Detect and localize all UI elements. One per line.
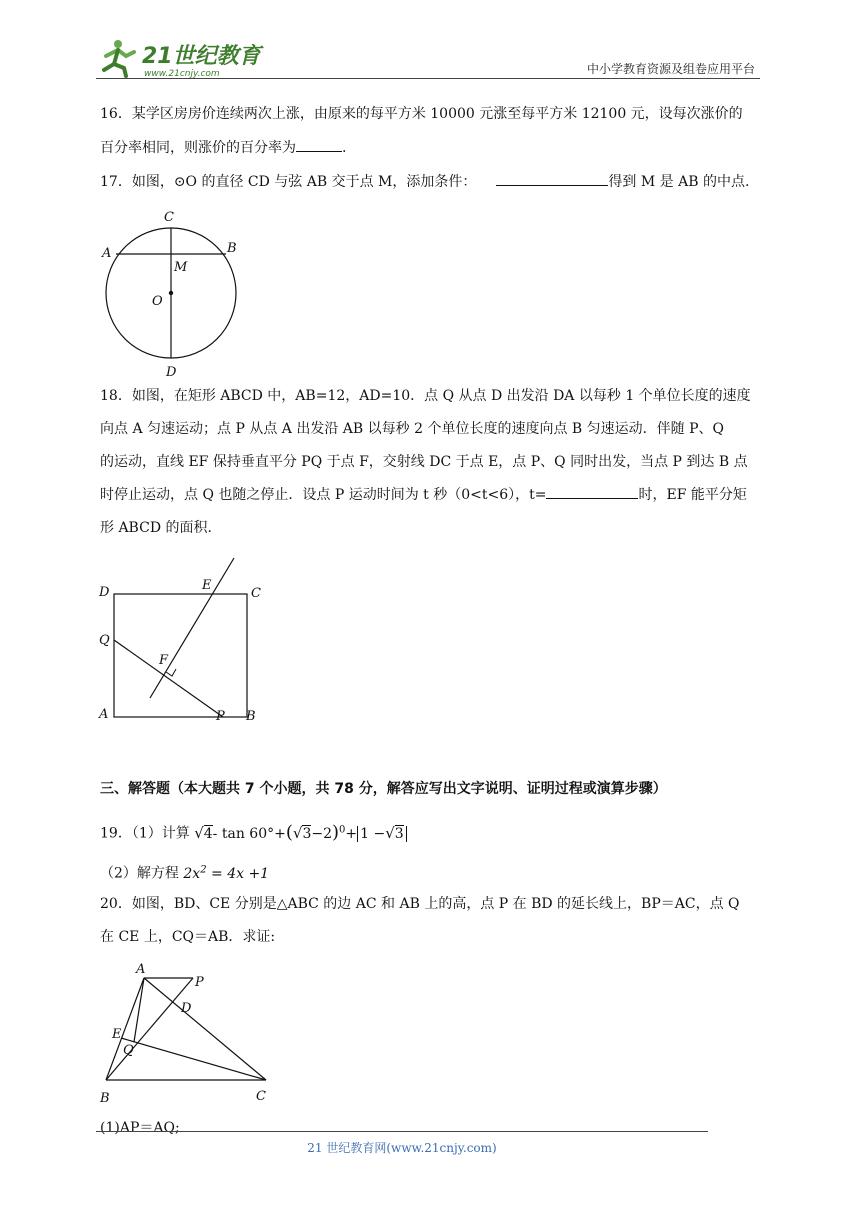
footer-link[interactable]: 21 世纪教育网(www.21cnjy.com)	[307, 1141, 497, 1155]
header-platform-text: 中小学教育资源及组卷应用平台	[586, 62, 755, 76]
label-o: O	[152, 294, 163, 309]
figure-rectangle	[96, 552, 276, 732]
label-q: Q	[99, 633, 110, 648]
q18-line2: 向点 A 匀速运动；点 P 从点 A 出发沿 AB 以每秒 2 个单位长度的速度向点 B 匀速运动．伴随 P、Q	[100, 421, 724, 437]
label-b: B	[100, 1091, 110, 1106]
label-c: C	[256, 1089, 266, 1104]
q20-line1: 20．如图，BD、CE 分别是△ABC 的边 AC 和 AB 上的高，点 P 在 BD 的延长线上，BP＝AC，点 Q	[100, 896, 740, 912]
line-ef	[150, 558, 234, 698]
segment-aq	[134, 978, 144, 1042]
label-e: E	[112, 1027, 122, 1042]
label-b: B	[227, 241, 237, 256]
center-point	[169, 291, 173, 295]
figure-circle	[96, 200, 256, 380]
altitude-ce	[121, 1038, 266, 1080]
q17-text	[100, 166, 762, 198]
label-a: A	[99, 707, 109, 722]
answer-blank	[546, 484, 638, 499]
figure-triangle	[96, 958, 286, 1110]
q20-line2: 在 CE 上，CQ＝AB．求证:	[100, 929, 276, 945]
q16-line1: 16．某学区房房价连续两次上涨，由原来的每平方米 10000 元涨至每平方米 12100 元，设每次涨价的	[100, 106, 743, 122]
right-angle-mark	[166, 669, 176, 676]
label-a: A	[102, 246, 112, 261]
q19-part2-label: （2）解方程	[100, 865, 179, 882]
label-p: P	[216, 709, 225, 724]
header-divider	[96, 78, 760, 79]
q16-text: 百分率相同，则涨价的百分率为	[100, 140, 296, 156]
q19-part1-label: 19．（1）计算	[100, 825, 190, 842]
q18-line1: 18．如图，在矩形 ABCD 中，AB=12，AD=10．点 Q 从点 D 出发沿 DA 以每秒 1 个单位长度的速度	[100, 388, 751, 404]
logo-url: www.21cnjy.com	[144, 69, 220, 79]
label-q: Q	[123, 1043, 134, 1058]
site-logo	[96, 36, 266, 80]
expression-1: √4- $\tan 60^\circ+(√3-2)^0+ 1 -√3$	[194, 826, 407, 842]
q18-line4a: 时停止运动，点 Q 也随之停止．设点 P 运动时间为 t 秒（0<t<6），t=	[100, 487, 547, 503]
q17-text-b: 得到 M 是 AB 的中点.	[608, 174, 750, 190]
label-e: E	[202, 578, 212, 593]
label-a: A	[136, 962, 146, 977]
q16-line2	[100, 132, 762, 164]
q19-part1	[100, 814, 762, 850]
label-c: C	[251, 586, 261, 601]
answer-blank	[296, 137, 342, 152]
label-c: C	[164, 210, 174, 225]
q20-part1: (1)AP＝AQ;	[100, 1120, 180, 1136]
answer-blank	[496, 171, 608, 186]
rect-abcd	[114, 594, 247, 717]
runner-icon	[104, 40, 134, 76]
label-b: B	[246, 709, 256, 724]
segment-pq	[114, 640, 223, 717]
q19-part2	[100, 854, 762, 890]
label-m: M	[174, 260, 188, 275]
footer-divider	[96, 1131, 708, 1132]
label-d: D	[99, 585, 110, 600]
label-d: D	[181, 1001, 192, 1016]
q16-end: .	[342, 140, 347, 156]
label-f: F	[159, 653, 169, 668]
label-d: D	[166, 365, 177, 380]
q17-text-a: 17．如图，⊙O 的直径 CD 与弦 AB 交于点 M，添加条件：	[100, 174, 477, 190]
side-ac	[144, 978, 266, 1080]
logo-text: 21世纪教育	[142, 44, 261, 69]
q18-line5: 形 ABCD 的面积.	[100, 520, 212, 536]
q18-line4	[100, 479, 762, 511]
section-heading: 三、解答题（本大题共 7 个小题，共 78 分，解答应写出文字说明、证明过程或演算步骤）	[100, 781, 667, 797]
equation: $2x^2 = 4x +1$	[183, 864, 270, 882]
q18-line4b: 时，EF 能平分矩	[638, 487, 747, 503]
q18-line3: 的运动，直线 EF 保持垂直平分 PQ 于点 F，交射线 DC 于点 E，点 P、Q 同时出发，当点 P 到达 B 点	[100, 454, 748, 470]
label-p: P	[195, 975, 204, 990]
